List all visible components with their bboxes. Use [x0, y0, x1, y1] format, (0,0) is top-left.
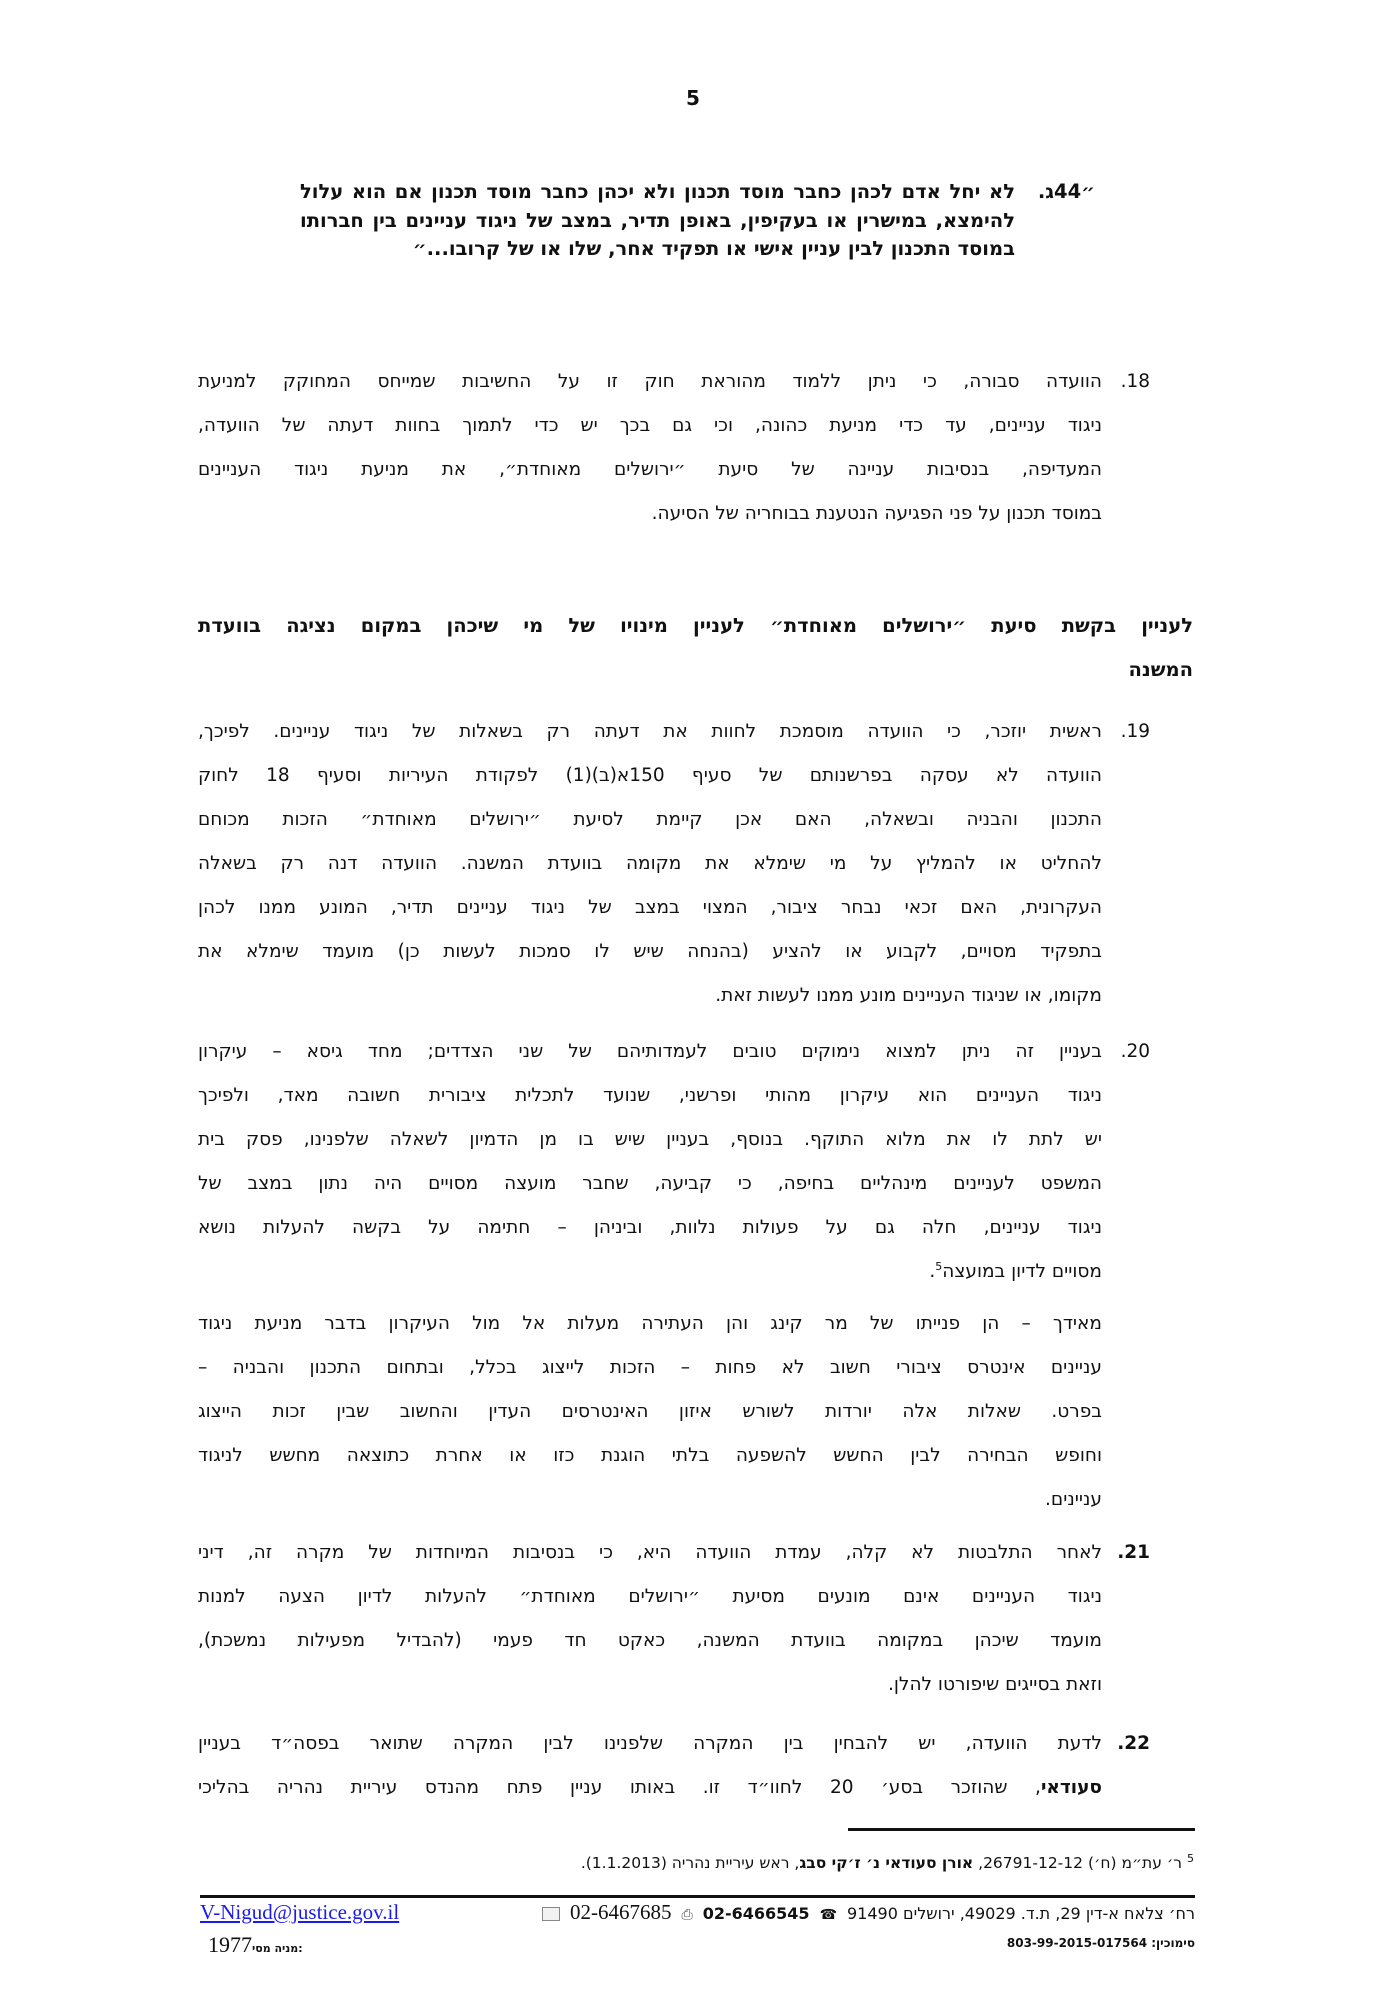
- footer-fax: 02-6467685: [570, 1900, 672, 1924]
- paragraph-line: עניינים אינטרס ציבורי חשוב לא פחות – הזכות לייצוג בכלל, ובתחום התכנון והבניה –: [198, 1357, 1102, 1378]
- reference-number: 803-99-2015-017564: [1006, 1936, 1148, 1950]
- paragraph-line-text: מסויים לדיון במועצה: [942, 1261, 1102, 1282]
- paragraph-22: [198, 1722, 1150, 1810]
- footnote-separator: [848, 1828, 1195, 1831]
- paragraph-line: בתפקיד מסויים, לקבוע או להציע (בהנחה שיש לו סמכות לעשות כן) מועמד שימלא את: [198, 941, 1102, 962]
- footer-address: רח׳ צלאח א-דין 29, ת.ד. 49029, ירושלים 91490: [847, 1904, 1195, 1923]
- paragraph-20: [198, 1030, 1150, 1294]
- paragraph-number: 19.: [1120, 721, 1150, 742]
- paragraph-line: וחופש הבחירה לבין החשש להשפעה בלתי הוגנת כזו או אחרת כתוצאה מחשש לניגוד: [198, 1445, 1102, 1466]
- paragraph-line: מאידך – הן פנייתו של מר קינג והן העתירה מעלות אל מול העיקרון בדבר מניעת ניגוד: [198, 1313, 1102, 1334]
- case-name-bold: סעודאי: [1040, 1777, 1102, 1798]
- page-count-value: 1977: [208, 1932, 252, 1957]
- quote-text: לא יחל אדם לכהן כחבר מוסד תכנון ולא יכהן כחבר מוסד תכנון אם הוא עלול להימצא, במישרין או בעקיפין, באופן תדיר, במצב של ניגוד עניינים בין חברותו במוסד התכנון לבין עניין אישי או תפקיד אחר, שלו או של קרובו...״: [300, 180, 1015, 260]
- footer-reference: [1007, 1936, 1195, 1950]
- paragraph-21: [198, 1531, 1150, 1707]
- paragraph-19: [198, 710, 1150, 1018]
- fax-icon: ⎙: [681, 1907, 693, 1923]
- paragraph-line: לדעת הוועדה, יש להבחין בין המקרה שלפנינו לבין המקרה שתואר בפסה״ד בעניין: [198, 1733, 1102, 1754]
- paragraph-line: המעדיפה, בנסיבות עניינה של סיעת ״ירושלים מאוחדת״, את מניעת ניגוד העניינים: [198, 459, 1102, 480]
- footnote-case-name: אורן סעודאי נ׳ ז׳קי סבג: [799, 1854, 974, 1872]
- phone-icon: ☎: [819, 1907, 838, 1923]
- paragraph-18: [198, 360, 1150, 536]
- section-heading: [198, 604, 1193, 692]
- footer-email-link[interactable]: V-Nigud@justice.gov.il: [200, 1900, 400, 1924]
- heading-line: המשנה: [1128, 658, 1193, 681]
- paragraph-number: 22.: [1117, 1733, 1150, 1754]
- paragraph-line: יש לתת לו את מלוא התוקף. בנוסף, בעניין שיש בו מן הדמיון לשאלה שלפנינו, פסק בית: [198, 1129, 1102, 1150]
- paragraph-line: מועמד שיכהן במקומה בוועדת המשנה, כאקט חד פעמי (להבדיל מפעילות נמשכת),: [198, 1630, 1102, 1651]
- footer-phone: 02-6466545: [702, 1904, 810, 1923]
- heading-line: לעניין בקשת סיעת ״ירושלים מאוחדת״ לעניין מינויו של מי שיכהן במקום נציגה בוועדת: [198, 614, 1193, 637]
- page-count-label: מניה מסי:: [252, 1942, 303, 1955]
- paragraph-line: הוועדה לא עסקה בפרשנותם של סעיף 150א(ב)(1) לפקודת העיריות וסעיף 18 לחוק: [198, 765, 1102, 786]
- footnote-prefix: ר׳ עת״מ (ח׳) 26791-12-12,: [973, 1854, 1183, 1872]
- footnote-reference[interactable]: 5: [935, 1259, 943, 1273]
- paragraph-line: בפרט. שאלות אלה יורדות לשורש איזון האינטרסים העדין והחשוב שבין זכות הייצוג: [198, 1401, 1102, 1422]
- paragraph-number: 21.: [1117, 1542, 1150, 1563]
- paragraph-line: להחליט או להמליץ על מי שימלא את מקומה בוועדת המשנה. הוועדה דנה רק בשאלה: [198, 853, 1102, 874]
- paragraph-line: סעודאי, שהוזכר בסע׳ 20 לחוו״ד זו. באותו עניין פתח מהנדס עיריית נהריה בהליכי: [198, 1777, 1102, 1798]
- paragraph-line: המשפט לעניינים מינהליים בחיפה, כי קביעה, שחבר מועצה מסויים היה נתון במצב של: [198, 1173, 1102, 1194]
- paragraph-line: במוסד תכנון על פני הפגיעה הנטענת בבוחריה של הסיעה.: [651, 503, 1102, 524]
- reference-label: סימוכין:: [1151, 1936, 1195, 1950]
- footnote: [460, 1851, 1194, 1872]
- footer-separator: [200, 1895, 1195, 1898]
- paragraph-line: התכנון והבניה ובשאלה, האם אכן קיימת לסיעת ״ירושלים מאוחדת״ הזכות מכוחם: [198, 809, 1102, 830]
- paragraph-number: 18.: [1120, 371, 1150, 392]
- paragraph-20-continued: [198, 1302, 1102, 1522]
- paragraph-line: לאחר התלבטות לא קלה, עמדת הוועדה היא, כי בנסיבות המיוחדות של מקרה זה, דיני: [198, 1542, 1102, 1563]
- mail-icon: [542, 1907, 560, 1921]
- footer-page-count: [208, 1932, 303, 1958]
- paragraph-line: וזאת בסייגים שיפורטו להלן.: [888, 1674, 1102, 1695]
- paragraph-line: מקומו, או שניגוד העניינים מונע ממנו לעשות זאת.: [715, 985, 1102, 1006]
- paragraph-line: מסויים לדיון במועצה$^5$.: [929, 1259, 1102, 1282]
- paragraph-number: 20.: [1120, 1041, 1150, 1062]
- paragraph-line: ראשית יוזכר, כי הוועדה מוסמכת לחוות את דעתה רק בשאלות של ניגוד עניינים. לפיכך,: [198, 721, 1102, 742]
- quote-section-number: ״44ג.: [1037, 180, 1095, 203]
- footnote-number: 5: [1187, 1851, 1194, 1865]
- paragraph-line: ניגוד עניינים, עד כדי מניעת כהונה, וכי גם בכך יש כדי לתמוך בחוות דעתה של הוועדה,: [198, 415, 1102, 436]
- paragraph-line: ניגוד העניינים אינם מונעים מסיעת ״ירושלים מאוחדת״ להעלות לדיון הצעה למנות: [198, 1586, 1102, 1607]
- paragraph-line: בעניין זה ניתן למצוא נימוקים טובים לעמדותיהם של שני הצדדים; מחד גיסא – עיקרון: [198, 1041, 1102, 1062]
- quoted-law-section: [300, 178, 1095, 264]
- footer-contact-line: [200, 1900, 1195, 1928]
- paragraph-line: ניגוד עניינים, חלה גם על פעולות נלוות, וביניהן – חתימה על בקשה להעלות נושא: [198, 1217, 1102, 1238]
- footer-reference-line: [200, 1932, 1195, 1958]
- page-number: 5: [686, 86, 700, 110]
- paragraph-line: עניינים.: [1045, 1489, 1102, 1510]
- paragraph-line: העקרונית, האם זכאי נבחר ציבור, המצוי במצב של ניגוד עניינים תדיר, המונע ממנו לכהן: [198, 897, 1102, 918]
- footnote-suffix: , ראש עיריית נהריה (1.1.2013).: [580, 1854, 800, 1872]
- paragraph-line: ניגוד העניינים הוא עיקרון מהותי ופרשני, שנועד לתכלית ציבורית חשובה מאד, ולפיכך: [198, 1085, 1102, 1106]
- paragraph-line: הוועדה סבורה, כי ניתן ללמוד מהוראת חוק זו על החשיבות שמייחס המחוקק למניעת: [198, 371, 1102, 392]
